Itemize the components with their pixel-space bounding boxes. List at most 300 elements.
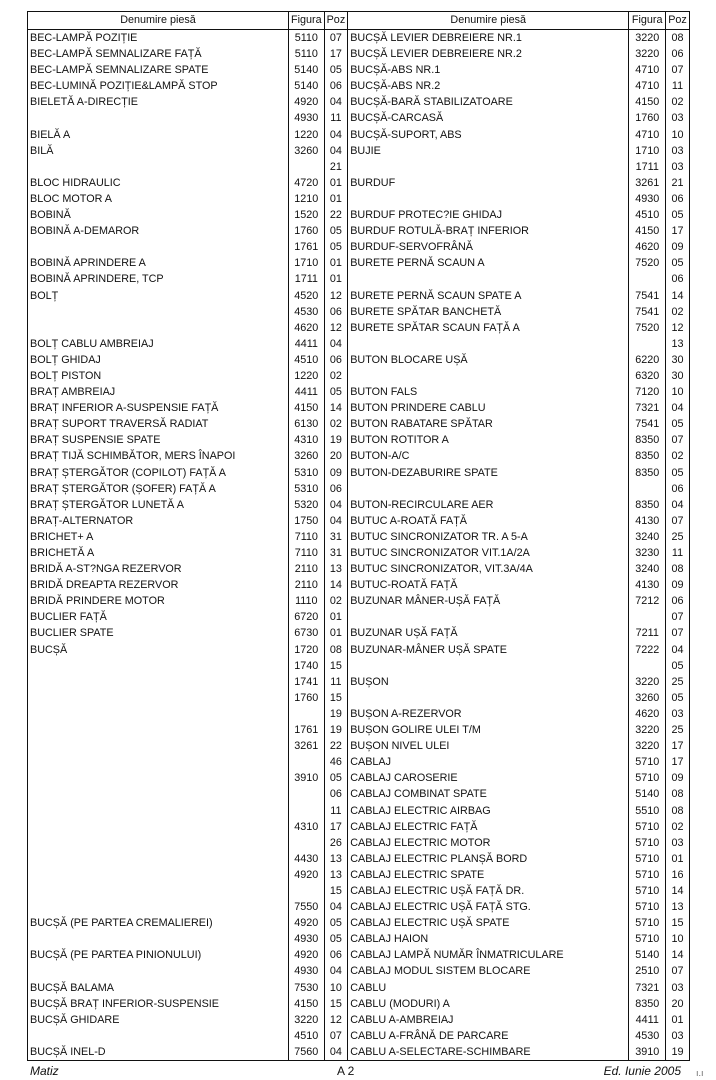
part-name-right: BUZUNAR MÂNER-UȘĂ FAȚĂ [348, 593, 629, 609]
pos-right: 15 [666, 915, 690, 931]
part-name-right: BUTUC SINCRONIZATOR TR. A 5-A [348, 529, 629, 545]
pos-left: 22 [324, 738, 348, 754]
part-name-right: BURETE PERNĂ SCAUN SPATE A [348, 288, 629, 304]
pos-left: 01 [324, 255, 348, 271]
pos-left: 21 [324, 159, 348, 175]
table-row [28, 786, 690, 802]
figure-left: 4150 [289, 996, 325, 1012]
figure-right: 3220 [629, 30, 666, 47]
figure-left: 4530 [289, 304, 325, 320]
table-row [28, 561, 690, 577]
pos-left: 15 [324, 883, 348, 899]
part-name-left: BUCȘĂ BRAȚ INFERIOR-SUSPENSIE [28, 996, 289, 1012]
figure-right: 7222 [629, 642, 666, 658]
figure-right: 5710 [629, 883, 666, 899]
figure-right: 5140 [629, 786, 666, 802]
figure-left: 1210 [289, 191, 325, 207]
pos-left: 05 [324, 62, 348, 78]
figure-right: 6320 [629, 368, 666, 384]
pos-left: 22 [324, 207, 348, 223]
part-name-right [348, 658, 629, 674]
part-name-right: BURDUF ROTULĂ-BRAȚ INFERIOR [348, 223, 629, 239]
figure-left: 7560 [289, 1044, 325, 1061]
pos-right: 05 [666, 690, 690, 706]
pos-left: 01 [324, 191, 348, 207]
figure-right: 3220 [629, 46, 666, 62]
part-name-right [348, 271, 629, 287]
pos-right: 06 [666, 271, 690, 287]
corner-mark: ı.ı [696, 1068, 704, 1078]
figure-right: 7321 [629, 400, 666, 416]
table-row [28, 980, 690, 996]
part-name-right [348, 191, 629, 207]
figure-left: 6130 [289, 416, 325, 432]
table-row [28, 1028, 690, 1044]
pos-right: 03 [666, 706, 690, 722]
pos-right: 13 [666, 336, 690, 352]
figure-right: 5710 [629, 915, 666, 931]
part-name-right: BURDUF [348, 175, 629, 191]
figure-right: 3220 [629, 722, 666, 738]
figure-right: 5140 [629, 947, 666, 963]
figure-left: 1760 [289, 223, 325, 239]
table-row [28, 722, 690, 738]
part-name-left [28, 159, 289, 175]
pos-right: 19 [666, 1044, 690, 1061]
pos-right: 20 [666, 996, 690, 1012]
table-row [28, 127, 690, 143]
table-row [28, 690, 690, 706]
part-name-right: BUCȘĂ-SUPORT, ABS [348, 127, 629, 143]
figure-right: 8350 [629, 497, 666, 513]
part-name-right: BUTON RABATARE SPĂTAR [348, 416, 629, 432]
figure-left: 1750 [289, 513, 325, 529]
part-name-right: CABLU [348, 980, 629, 996]
pos-right: 10 [666, 931, 690, 947]
table-row [28, 658, 690, 674]
part-name-right: BUTON FALS [348, 384, 629, 400]
part-name-right: CABLU A-FRÂNĂ DE PARCARE [348, 1028, 629, 1044]
pos-left: 06 [324, 947, 348, 963]
table-row [28, 899, 690, 915]
figure-left: 4510 [289, 352, 325, 368]
figure-left: 2110 [289, 577, 325, 593]
part-name-right: BUCȘĂ-CARCASĂ [348, 110, 629, 126]
part-name-right: CABLAJ ELECTRIC UȘĂ FAȚĂ STG. [348, 899, 629, 915]
pos-right: 03 [666, 110, 690, 126]
part-name-left: BRAȚ ȘTERGĂTOR LUNETĂ A [28, 497, 289, 513]
figure-left: 1761 [289, 239, 325, 255]
table-row [28, 432, 690, 448]
figure-left: 3260 [289, 448, 325, 464]
table-row [28, 963, 690, 979]
footer-model: Matiz [30, 1064, 59, 1078]
part-name-left: BRIDĂ PRINDERE MOTOR [28, 593, 289, 609]
part-name-left: BOLȚ GHIDAJ [28, 352, 289, 368]
figure-right: 5710 [629, 851, 666, 867]
figure-right: 4710 [629, 62, 666, 78]
table-row [28, 996, 690, 1012]
pos-right: 25 [666, 529, 690, 545]
pos-right: 17 [666, 223, 690, 239]
pos-right: 08 [666, 786, 690, 802]
part-name-left: BRAȚ ȘTERGĂTOR (ȘOFER) FAȚĂ A [28, 481, 289, 497]
part-name-right: BUTUC SINCRONIZATOR VIT.1A/2A [348, 545, 629, 561]
figure-right: 4930 [629, 191, 666, 207]
figure-right: 3240 [629, 561, 666, 577]
pos-right: 10 [666, 127, 690, 143]
part-name-left: BIELETĂ A-DIRECȚIE [28, 94, 289, 110]
figure-right: 4150 [629, 94, 666, 110]
pos-left: 12 [324, 320, 348, 336]
pos-right: 21 [666, 175, 690, 191]
pos-left: 13 [324, 867, 348, 883]
pos-left: 31 [324, 545, 348, 561]
pos-left: 05 [324, 223, 348, 239]
pos-right: 14 [666, 288, 690, 304]
part-name-right: BUTUC-ROATĂ FAȚĂ [348, 577, 629, 593]
pos-right: 02 [666, 94, 690, 110]
pos-right: 25 [666, 674, 690, 690]
part-name-right: BURETE SPĂTAR BANCHETĂ [348, 304, 629, 320]
header-part-name-left: Denumire piesă [28, 12, 289, 30]
pos-right: 04 [666, 642, 690, 658]
pos-left: 04 [324, 497, 348, 513]
part-name-right [348, 481, 629, 497]
figure-left: 4920 [289, 915, 325, 931]
pos-right: 04 [666, 400, 690, 416]
pos-left: 19 [324, 722, 348, 738]
part-name-left: BOBINĂ [28, 207, 289, 223]
pos-left: 08 [324, 642, 348, 658]
part-name-left: BRAȚ INFERIOR A-SUSPENSIE FAȚĂ [28, 400, 289, 416]
part-name-left [28, 722, 289, 738]
pos-right: 06 [666, 481, 690, 497]
part-name-left: BRIDĂ DREAPTA REZERVOR [28, 577, 289, 593]
table-row [28, 304, 690, 320]
part-name-right: BUȘON A-REZERVOR [348, 706, 629, 722]
table-row [28, 947, 690, 963]
footer-page-number: A 2 [337, 1064, 355, 1078]
pos-right: 16 [666, 867, 690, 883]
table-row [28, 448, 690, 464]
figure-left: 1220 [289, 368, 325, 384]
part-name-right: CABLAJ ELECTRIC UȘĂ SPATE [348, 915, 629, 931]
pos-left: 04 [324, 963, 348, 979]
pos-left: 04 [324, 143, 348, 159]
table-row [28, 754, 690, 770]
pos-left: 04 [324, 899, 348, 915]
pos-right: 07 [666, 62, 690, 78]
part-name-left: BRAȚ ȘTERGĂTOR (COPILOT) FAȚĂ A [28, 465, 289, 481]
figure-right: 4130 [629, 513, 666, 529]
figure-left: 7530 [289, 980, 325, 996]
pos-left: 06 [324, 481, 348, 497]
parts-index-table [27, 11, 690, 1061]
pos-left: 06 [324, 352, 348, 368]
pos-left: 46 [324, 754, 348, 770]
pos-left: 05 [324, 915, 348, 931]
figure-right [629, 336, 666, 352]
pos-left: 11 [324, 803, 348, 819]
pos-left: 11 [324, 674, 348, 690]
part-name-left: BUCLIER FAȚĂ [28, 609, 289, 625]
figure-left: 1761 [289, 722, 325, 738]
pos-left: 15 [324, 996, 348, 1012]
part-name-right [348, 690, 629, 706]
figure-right: 4530 [629, 1028, 666, 1044]
pos-left: 20 [324, 448, 348, 464]
figure-right: 7520 [629, 320, 666, 336]
part-name-right [348, 159, 629, 175]
pos-left: 06 [324, 78, 348, 94]
header-row [28, 12, 690, 30]
figure-left: 4411 [289, 384, 325, 400]
figure-right: 4710 [629, 127, 666, 143]
pos-right: 03 [666, 980, 690, 996]
pos-right: 05 [666, 255, 690, 271]
part-name-left: BILĂ [28, 143, 289, 159]
part-name-right: CABLAJ ELECTRIC AIRBAG [348, 803, 629, 819]
pos-left: 09 [324, 465, 348, 481]
part-name-left: BUCLIER SPATE [28, 625, 289, 641]
part-name-right: BUȘON [348, 674, 629, 690]
table-row [28, 207, 690, 223]
figure-left: 1760 [289, 690, 325, 706]
part-name-right: CABLAJ ELECTRIC MOTOR [348, 835, 629, 851]
part-name-left: BUCȘĂ [28, 642, 289, 658]
table-row [28, 255, 690, 271]
part-name-left [28, 883, 289, 899]
figure-right: 5710 [629, 931, 666, 947]
part-name-right: BUZUNAR-MÂNER UȘĂ SPATE [348, 642, 629, 658]
pos-left: 05 [324, 770, 348, 786]
pos-right: 30 [666, 368, 690, 384]
figure-left: 4920 [289, 867, 325, 883]
part-name-left: BLOC HIDRAULIC [28, 175, 289, 191]
part-name-left: BRAȚ AMBREIAJ [28, 384, 289, 400]
figure-left: 5320 [289, 497, 325, 513]
part-name-left [28, 851, 289, 867]
figure-left: 3260 [289, 143, 325, 159]
part-name-right: BUCȘĂ-BARĂ STABILIZATOARE [348, 94, 629, 110]
pos-left: 01 [324, 625, 348, 641]
pos-right: 08 [666, 561, 690, 577]
pos-right: 06 [666, 191, 690, 207]
part-name-left [28, 674, 289, 690]
pos-right: 07 [666, 609, 690, 625]
pos-left: 10 [324, 980, 348, 996]
figure-left: 4520 [289, 288, 325, 304]
pos-right: 17 [666, 754, 690, 770]
table-row [28, 642, 690, 658]
part-name-left [28, 867, 289, 883]
pos-right: 05 [666, 416, 690, 432]
figure-left: 5140 [289, 78, 325, 94]
part-name-left [28, 304, 289, 320]
figure-right: 3261 [629, 175, 666, 191]
figure-right: 7120 [629, 384, 666, 400]
pos-left: 19 [324, 706, 348, 722]
figure-right: 5710 [629, 754, 666, 770]
part-name-left: BRICHETĂ A [28, 545, 289, 561]
pos-right: 30 [666, 352, 690, 368]
table-row [28, 384, 690, 400]
page-footer [27, 1064, 687, 1078]
table-row [28, 465, 690, 481]
figure-right: 4411 [629, 1012, 666, 1028]
part-name-right: BUCȘĂ-ABS NR.2 [348, 78, 629, 94]
part-name-left: BRICHET+ A [28, 529, 289, 545]
pos-right: 09 [666, 770, 690, 786]
pos-left: 04 [324, 94, 348, 110]
pos-left: 02 [324, 416, 348, 432]
figure-left: 4930 [289, 963, 325, 979]
part-name-left: BEC-LAMPĂ SEMNALIZARE FAȚĂ [28, 46, 289, 62]
table-row [28, 368, 690, 384]
figure-right: 4130 [629, 577, 666, 593]
pos-left: 06 [324, 304, 348, 320]
figure-right: 5510 [629, 803, 666, 819]
part-name-right: BUTON-A/C [348, 448, 629, 464]
table-row [28, 738, 690, 754]
pos-right: 14 [666, 947, 690, 963]
figure-left: 1720 [289, 642, 325, 658]
figure-left: 5310 [289, 481, 325, 497]
table-row [28, 915, 690, 931]
table-row [28, 1012, 690, 1028]
part-name-right: CABLAJ ELECTRIC FAȚĂ [348, 819, 629, 835]
part-name-left: BUCȘĂ BALAMA [28, 980, 289, 996]
part-name-right: BUCȘĂ LEVIER DEBREIERE NR.1 [348, 30, 629, 47]
figure-left: 1711 [289, 271, 325, 287]
part-name-left: BUCȘĂ (PE PARTEA CREMALIEREI) [28, 915, 289, 931]
pos-right: 08 [666, 30, 690, 47]
table-row [28, 545, 690, 561]
figure-right: 7520 [629, 255, 666, 271]
pos-left: 13 [324, 851, 348, 867]
pos-left: 05 [324, 384, 348, 400]
figure-right: 5710 [629, 770, 666, 786]
table-row [28, 400, 690, 416]
part-name-left [28, 770, 289, 786]
figure-right [629, 271, 666, 287]
pos-right: 03 [666, 835, 690, 851]
pos-right: 03 [666, 1028, 690, 1044]
pos-left: 14 [324, 577, 348, 593]
pos-left: 17 [324, 46, 348, 62]
part-name-right: BUTON-RECIRCULARE AER [348, 497, 629, 513]
table-body [28, 30, 690, 1061]
pos-right: 05 [666, 465, 690, 481]
part-name-right: CABLAJ COMBINAT SPATE [348, 786, 629, 802]
header-figure-right: Figura [629, 12, 666, 30]
pos-left: 19 [324, 432, 348, 448]
part-name-right: BUTON BLOCARE UȘĂ [348, 352, 629, 368]
figure-left: 4930 [289, 931, 325, 947]
pos-left: 07 [324, 1028, 348, 1044]
pos-right: 07 [666, 625, 690, 641]
table-row [28, 191, 690, 207]
part-name-right: BUTON ROTITOR A [348, 432, 629, 448]
pos-right: 07 [666, 963, 690, 979]
table-row [28, 481, 690, 497]
figure-right: 7211 [629, 625, 666, 641]
part-name-right: BUTUC A-ROATĂ FAȚĂ [348, 513, 629, 529]
figure-left: 4411 [289, 336, 325, 352]
figure-right: 6220 [629, 352, 666, 368]
figure-right [629, 658, 666, 674]
table-row [28, 143, 690, 159]
header-figure-left: Figura [289, 12, 325, 30]
figure-left [289, 754, 325, 770]
table-row [28, 159, 690, 175]
figure-right: 7541 [629, 304, 666, 320]
part-name-left [28, 786, 289, 802]
figure-right: 8350 [629, 448, 666, 464]
figure-left: 1710 [289, 255, 325, 271]
part-name-right: CABLAJ HAION [348, 931, 629, 947]
pos-right: 25 [666, 722, 690, 738]
figure-right: 3260 [629, 690, 666, 706]
part-name-left: BRAȚ TIJĂ SCHIMBĂTOR, MERS ÎNAPOI [28, 448, 289, 464]
figure-right: 4620 [629, 706, 666, 722]
figure-left: 4430 [289, 851, 325, 867]
part-name-left: BRAȚ SUSPENSIE SPATE [28, 432, 289, 448]
table-row [28, 30, 690, 47]
pos-right: 02 [666, 819, 690, 835]
table-row [28, 674, 690, 690]
pos-right: 02 [666, 304, 690, 320]
pos-left: 13 [324, 561, 348, 577]
table-row [28, 803, 690, 819]
table-row [28, 513, 690, 529]
pos-right: 11 [666, 78, 690, 94]
part-name-left [28, 931, 289, 947]
table-row [28, 94, 690, 110]
table-row [28, 497, 690, 513]
part-name-left: BUCȘĂ INEL-D [28, 1044, 289, 1061]
table-row [28, 416, 690, 432]
figure-right: 5710 [629, 819, 666, 835]
pos-right: 01 [666, 1012, 690, 1028]
table-row [28, 593, 690, 609]
part-name-left: BOLȚ [28, 288, 289, 304]
part-name-left [28, 899, 289, 915]
part-name-right: CABLU A-SELECTARE-SCHIMBARE [348, 1044, 629, 1061]
figure-right: 3220 [629, 738, 666, 754]
figure-left: 7110 [289, 545, 325, 561]
table-row [28, 1044, 690, 1061]
part-name-right: CABLAJ MODUL SISTEM BLOCARE [348, 963, 629, 979]
figure-left: 4720 [289, 175, 325, 191]
table-row [28, 770, 690, 786]
pos-left: 02 [324, 368, 348, 384]
pos-left: 12 [324, 1012, 348, 1028]
pos-right: 14 [666, 883, 690, 899]
figure-left [289, 706, 325, 722]
pos-left: 02 [324, 593, 348, 609]
pos-left: 06 [324, 786, 348, 802]
figure-left: 4150 [289, 400, 325, 416]
table-row [28, 706, 690, 722]
part-name-left [28, 1028, 289, 1044]
pos-right: 05 [666, 658, 690, 674]
part-name-right: CABLU A-AMBREIAJ [348, 1012, 629, 1028]
part-name-right: CABLAJ [348, 754, 629, 770]
figure-left: 5110 [289, 46, 325, 62]
part-name-left: BOBINĂ APRINDERE A [28, 255, 289, 271]
